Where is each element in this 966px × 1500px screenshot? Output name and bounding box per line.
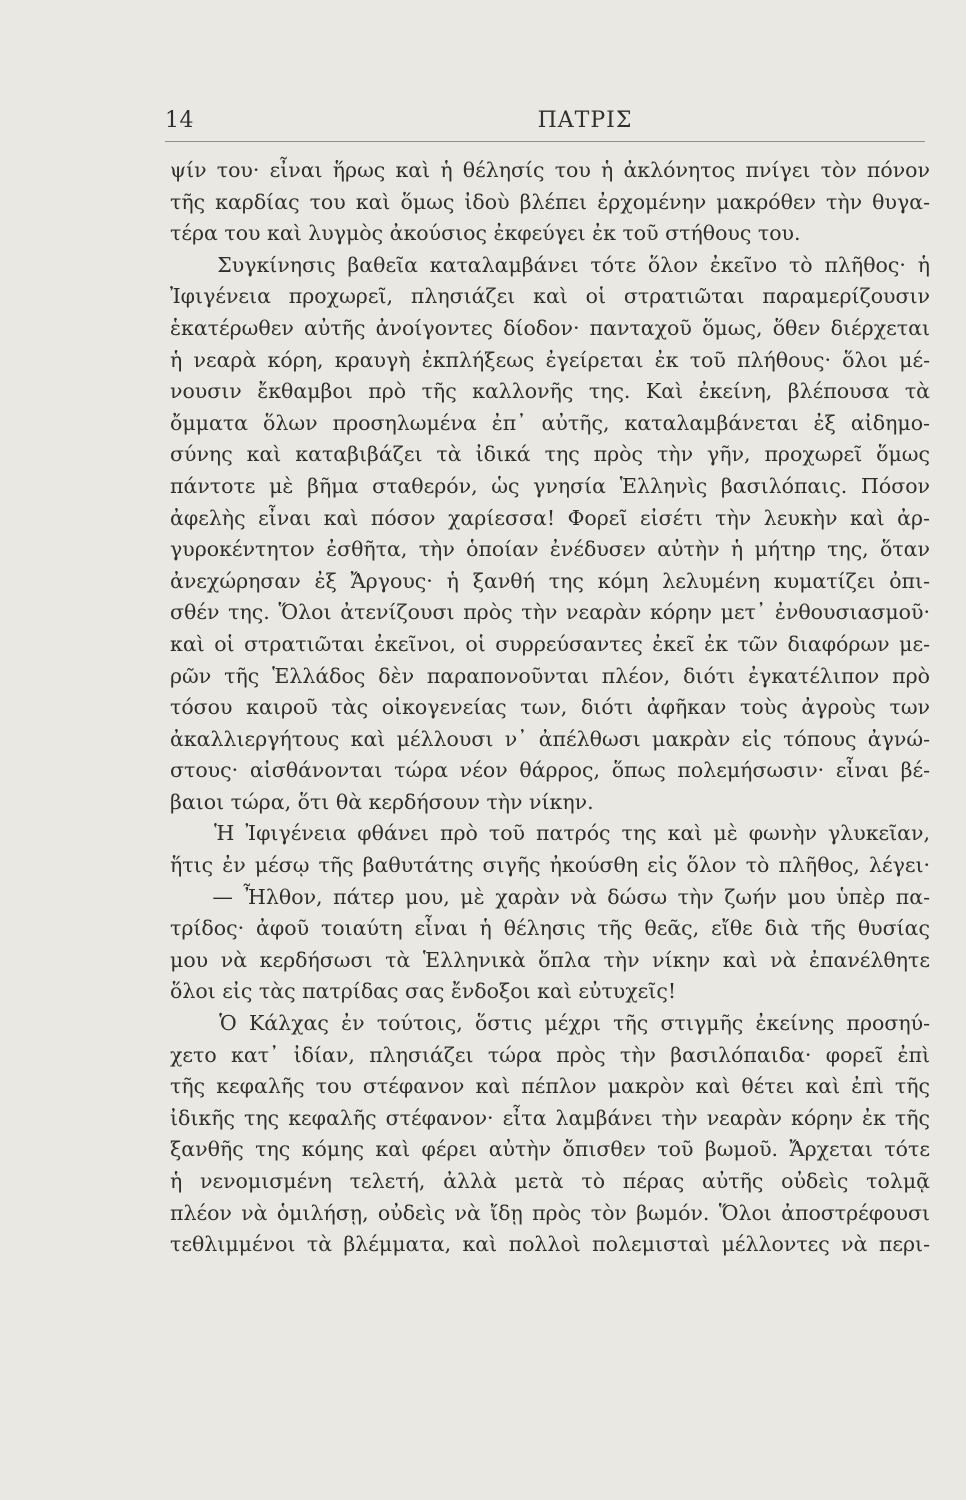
text-line: Ἡ Ἰφιγένεια φθάνει πρὸ τοῦ πατρός της καὶ μὲ φωνὴν γλυκεῖαν, [170, 821, 930, 846]
text-line: ὄμματα ὅλων προσηλωμένα ἐπ᾽ αὐτῆς, καταλαμβάνεται ἐξ αἰδημο- [170, 410, 930, 435]
text-line: τέρα του καὶ λυγμὸς ἀκούσιος ἐκφεύγει ἐκ τοῦ στήθους του. [170, 221, 801, 246]
page-header [165, 108, 925, 142]
text-line: — Ἦλθον, πάτερ μου, μὲ χαρὰν νὰ δώσω τὴν ζωήν μου ὑπὲρ πα- [170, 884, 930, 909]
text-line: τόσου καιροῦ τὰς οἰκογενείας των, διότι ἀφῆκαν τοὺς ἀγροὺς των [170, 695, 930, 720]
text-line: ἀκαλλιεργήτους καὶ μέλλουσι ν᾽ ἀπέλθωσι μακρὰν εἰς τόπους ἀγνώ- [170, 726, 930, 751]
header-rule [165, 141, 925, 142]
text-line: σθέν της. Ὅλοι ἀτενίζουσι πρὸς τὴν νεαρὰν κόρην μετ᾽ ἐνθουσιασμοῦ· [170, 600, 930, 625]
text-line: μου νὰ κερδήσωσι τὰ Ἑλληνικὰ ὅπλα τὴν νίκην καὶ νὰ ἐπανέλθητε [170, 947, 930, 972]
text-line: ὅλοι εἰς τὰς πατρίδας σας ἔνδοξοι καὶ εὐτυχεῖς! [170, 979, 677, 1004]
text-line: ψίν του· εἶναι ἥρως καὶ ἡ θέλησίς του ἡ ἀκλόνητος πνίγει τὸν πόνον [170, 158, 930, 182]
text-line: ἥτις ἐν μέσῳ τῆς βαθυτάτης σιγῆς ἠκούσθη εἰς ὅλον τὸ πλῆθος, λέγει· [170, 853, 930, 878]
page-number: 14 [165, 108, 194, 133]
text-line: πάντοτε μὲ βῆμα σταθερόν, ὡς γνησία Ἑλληνὶς βασιλόπαις. Πόσον [170, 473, 930, 498]
text-line: ἑκατέρωθεν αὐτῆς ἀνοίγοντες δίοδον· πανταχοῦ ὅμως, ὅθεν διέρχεται [170, 315, 930, 340]
text-line: χετο κατ᾽ ἰδίαν, πλησιάζει τώρα πρὸς τὴν βασιλόπαιδα· φορεῖ ἐπὶ [170, 1042, 930, 1067]
text-line: πλέον νὰ ὁμιλήσῃ, οὐδεὶς νὰ ἴδῃ πρὸς τὸν βωμόν. Ὅλοι ἀποστρέφουσι [170, 1200, 930, 1225]
text-line: Ἰφιγένεια προχωρεῖ, πλησιάζει καὶ οἱ στρατιῶται παραμερίζουσιν [170, 284, 930, 309]
text-line: στους· αἰσθάνονται τώρα νέον θάρρος, ὅπως πολεμήσωσιν· εἶναι βέ- [170, 758, 930, 783]
text-line: τῆς καρδίας του καὶ ὅμως ἰδοὺ βλέπει ἐρχομένην μακρόθεν τὴν θυγα- [170, 189, 930, 214]
text-line: ἀφελὴς εἶναι καὶ πόσον χαρίεσσα! Φορεῖ εἰσέτι τὴν λευκὴν καὶ ἀρ- [170, 505, 930, 530]
text-line: βαιοι τώρα, ὅτι θὰ κερδήσουν τὴν νίκην. [170, 789, 594, 814]
text-line: γυροκέντητον ἐσθῆτα, τὴν ὁποίαν ἐνέδυσεν αὐτὴν ἡ μήτηρ της, ὅταν [170, 537, 930, 562]
text-line: τῆς κεφαλῆς του στέφανον καὶ πέπλον μακρὸν καὶ θέτει καὶ ἐπὶ τῆς [170, 1074, 930, 1099]
text-line: ἡ νενομισμένη τελετή, ἀλλὰ μετὰ τὸ πέρας αὐτῆς οὐδεὶς τολμᾷ [170, 1169, 930, 1193]
body-text [170, 155, 930, 1261]
text-line: Ὁ Κάλχας ἐν τούτοις, ὅστις μέχρι τῆς στιγμῆς ἐκείνης προσηύ- [170, 1011, 930, 1036]
text-line: καὶ οἱ στρατιῶται ἐκεῖνοι, οἱ συρρεύσαντες ἐκεῖ ἐκ τῶν διαφόρων με- [170, 631, 930, 656]
text-line: ἀνεχώρησαν ἐξ Ἄργους· ἡ ξανθή της κόμη λελυμένη κυματίζει ὀπι- [170, 568, 930, 593]
text-line: νουσιν ἔκθαμβοι πρὸ τῆς καλλονῆς της. Καὶ ἐκείνη, βλέπουσα τὰ [170, 379, 930, 404]
running-title: ΠΑΤΡΙΣ [537, 108, 633, 133]
text-line: ρῶν τῆς Ἑλλάδος δὲν παραπονοῦνται πλέον, διότι ἐγκατέλιπον πρὸ [170, 663, 930, 688]
text-line: ξανθῆς της κόμης καὶ φέρει αὐτὴν ὄπισθεν τοῦ βωμοῦ. Ἄρχεται τότε [170, 1137, 930, 1162]
text-line: Συγκίνησις βαθεῖα καταλαμβάνει τότε ὅλον ἐκεῖνο τὸ πλῆθος· ἡ [170, 252, 930, 277]
text-line: ἡ νεαρὰ κόρη, κραυγὴ ἐκπλήξεως ἐγείρεται ἐκ τοῦ πλήθους· ὅλοι μέ- [170, 347, 930, 372]
text-line: τρίδος· ἀφοῦ τοιαύτη εἶναι ἡ θέλησις τῆς θεᾶς, εἴθε διὰ τῆς θυσίας [170, 916, 930, 941]
text-line: ἰδικῆς της κεφαλῆς στέφανον· εἶτα λαμβάνει τὴν νεαρὰν κόρην ἐκ τῆς [170, 1105, 930, 1130]
text-line: σύνης καὶ καταβιβάζει τὰ ἰδικά της πρὸς τὴν γῆν, προχωρεῖ ὅμως [170, 442, 930, 467]
text-line: τεθλιμμένοι τὰ βλέμματα, καὶ πολλοὶ πολεμισταὶ μέλλοντες νὰ περι- [170, 1232, 930, 1257]
